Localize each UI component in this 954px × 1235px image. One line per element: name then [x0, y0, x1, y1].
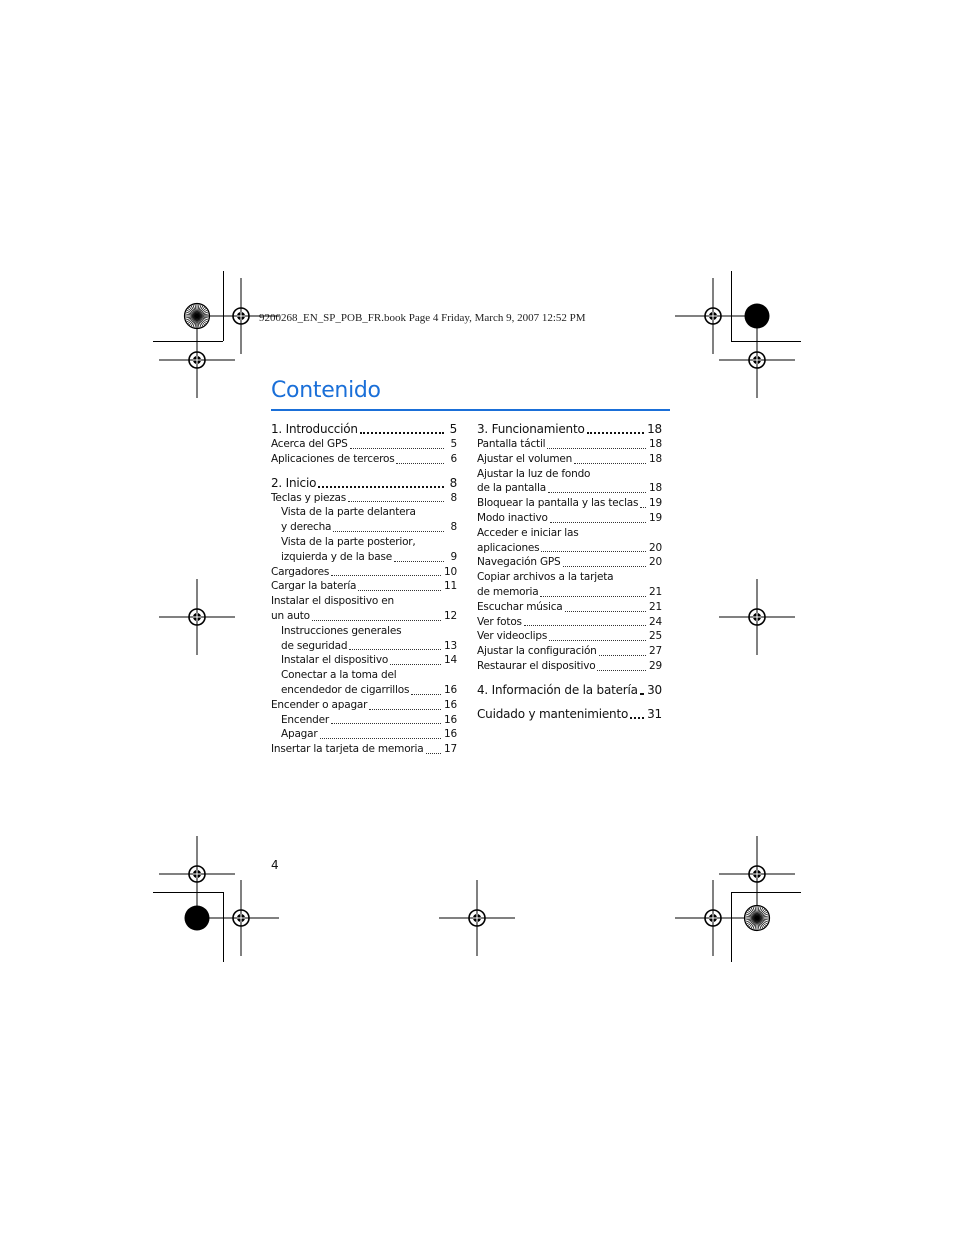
toc-entry-label: Acceder e iniciar las [477, 526, 579, 539]
toc-dot-leader [547, 447, 646, 449]
page-title: Contenido [271, 378, 381, 403]
toc-entry[interactable] [477, 644, 662, 659]
page-number: 4 [271, 858, 279, 872]
toc-entry[interactable] [271, 727, 457, 742]
toc-entry-label: Ajustar la luz de fondo [477, 467, 591, 480]
toc-dot-leader [426, 752, 442, 754]
toc-entry-label: y derecha [281, 521, 332, 534]
toc-dot-leader [640, 692, 644, 695]
toc-dot-leader [565, 610, 647, 612]
toc-entry[interactable] [271, 624, 457, 639]
toc-entry-page: 16 [444, 698, 457, 711]
toc-gap [271, 467, 457, 475]
toc-entry-page: 16 [444, 728, 457, 741]
toc-entry[interactable] [271, 594, 457, 609]
registration-crosshair-icon [439, 880, 515, 956]
toc-entry-label: 2. Inicio [271, 475, 317, 490]
toc-entry-label: Encender o apagar [271, 698, 368, 711]
toc-entry-label: Navegación GPS [477, 556, 561, 569]
toc-entry[interactable] [477, 570, 662, 585]
toc-entry-page: 5 [449, 422, 457, 436]
toc-gap [477, 674, 662, 682]
toc-entry-page: 8 [450, 521, 457, 534]
toc-dot-leader [540, 595, 646, 597]
toc-entry-page: 13 [444, 639, 457, 652]
toc-dot-leader [349, 648, 441, 650]
toc-entry-page: 11 [444, 580, 457, 593]
toc-entry-label: Pantalla táctil [477, 438, 546, 450]
toc-entry-page: 20 [649, 556, 662, 569]
toc-entry-page: 27 [649, 645, 662, 658]
toc-entry[interactable] [477, 659, 662, 674]
toc-entry-label: Bloquear la pantalla y las teclas [477, 497, 639, 510]
toc-left-column [271, 421, 457, 757]
toc-entry-label: Apagar [281, 728, 318, 741]
print-header: 9200268_EN_SP_POB_FR.book Page 4 Friday, March 9, 2007 12:52 PM [259, 312, 586, 324]
toc-dot-leader [369, 708, 441, 710]
starburst-circle-icon [742, 903, 772, 933]
toc-entry[interactable] [477, 437, 662, 452]
toc-entry-label: Aplicaciones de terceros [271, 452, 395, 465]
toc-entry-page: 18 [649, 452, 662, 465]
toc-entry-page: 14 [444, 654, 457, 667]
toc-chapter-entry[interactable] [477, 682, 662, 698]
toc-dot-leader [548, 491, 646, 493]
toc-entry[interactable] [271, 565, 457, 580]
toc-entry[interactable] [477, 541, 662, 556]
toc-entry-page: 19 [649, 497, 662, 510]
toc-entry-label: Instrucciones generales [281, 624, 402, 637]
toc-entry-page: 10 [444, 565, 457, 578]
toc-entry[interactable] [271, 491, 457, 506]
toc-entry[interactable] [477, 629, 662, 644]
toc-entry-label: Vista de la parte posterior, [281, 535, 416, 548]
toc-chapter-entry[interactable] [271, 421, 457, 437]
toc-chapter-entry[interactable] [477, 421, 662, 437]
toc-right-column [477, 421, 662, 722]
toc-dot-leader [630, 716, 644, 719]
toc-entry-label: Ajustar el volumen [477, 452, 573, 465]
toc-entry-page: 18 [647, 422, 662, 436]
toc-dot-leader [350, 447, 444, 449]
toc-entry[interactable] [477, 600, 662, 615]
toc-entry-page: 12 [444, 609, 457, 622]
toc-entry-label: Restaurar el dispositivo [477, 659, 596, 672]
toc-entry-label: Acerca del GPS [271, 438, 348, 450]
title-rule [271, 409, 670, 411]
toc-entry-page: 5 [450, 438, 457, 450]
toc-dot-leader [599, 654, 646, 656]
toc-entry[interactable] [271, 550, 457, 565]
toc-entry[interactable] [477, 615, 662, 630]
toc-entry-page: 31 [647, 706, 662, 721]
toc-entry-page: 19 [649, 511, 662, 524]
toc-entry-label: de la pantalla [477, 482, 546, 495]
toc-entry-page: 16 [444, 683, 457, 696]
toc-entry[interactable] [271, 535, 457, 550]
toc-gap [477, 698, 662, 706]
toc-entry-label: aplicaciones [477, 541, 540, 554]
toc-dot-leader [587, 431, 645, 434]
toc-entry-page: 30 [647, 682, 662, 697]
toc-entry-page: 25 [649, 630, 662, 643]
toc-dot-leader [360, 431, 444, 434]
toc-entry-label: un auto [271, 609, 310, 622]
toc-entry-label: Copiar archivos a la tarjeta [477, 571, 614, 584]
toc-entry[interactable] [271, 668, 457, 683]
toc-dot-leader [312, 619, 441, 621]
toc-entry[interactable] [271, 683, 457, 698]
toc-entry[interactable] [271, 742, 457, 757]
toc-entry-label: Modo inactivo [477, 511, 548, 524]
toc-dot-leader [411, 693, 441, 695]
toc-dot-leader [390, 663, 441, 665]
toc-chapter-entry[interactable] [477, 706, 662, 722]
toc-dot-leader [396, 462, 444, 464]
toc-entry-label: Ver fotos [477, 615, 522, 628]
toc-dot-leader [574, 462, 646, 464]
toc-dot-leader [394, 560, 444, 562]
toc-entry[interactable] [477, 511, 662, 526]
toc-entry[interactable] [477, 555, 662, 570]
toc-entry-label: izquierda y de la base [281, 550, 393, 563]
toc-entry-page: 8 [450, 491, 457, 504]
toc-dot-leader [320, 737, 442, 739]
toc-entry-label: Encender [281, 713, 330, 726]
toc-entry-label: Vista de la parte delantera [281, 506, 416, 519]
toc-entry-label: Conectar a la toma del [281, 669, 397, 682]
toc-entry-page: 21 [649, 600, 662, 613]
toc-entry[interactable] [271, 437, 457, 452]
toc-entry-label: Ajustar la configuración [477, 645, 597, 658]
toc-entry-page: 20 [649, 541, 662, 554]
toc-entry-label: de seguridad [281, 639, 348, 652]
toc-dot-leader [331, 574, 441, 576]
toc-entry-page: 21 [649, 585, 662, 598]
toc-entry-label: encendedor de cigarrillos [281, 683, 410, 696]
toc-entry-page: 18 [649, 482, 662, 495]
toc-entry[interactable] [271, 639, 457, 654]
toc-dot-leader [640, 506, 646, 508]
toc-entry[interactable] [271, 713, 457, 728]
toc-entry-page: 24 [649, 615, 662, 628]
toc-dot-leader [333, 530, 444, 532]
toc-entry-label: 1. Introducción [271, 422, 358, 436]
toc-entry[interactable] [477, 496, 662, 511]
toc-entry[interactable] [477, 467, 662, 482]
toc-entry-label: Cuidado y mantenimiento [477, 706, 629, 721]
toc-entry[interactable] [477, 481, 662, 496]
toc-entry-label: Escuchar música [477, 600, 563, 613]
toc-entry-page: 29 [649, 659, 662, 672]
toc-dot-leader [358, 589, 441, 591]
toc-entry-page: 9 [450, 550, 457, 563]
toc-entry-label: 4. Información de la batería [477, 682, 638, 697]
registration-crosshair-icon [159, 579, 235, 655]
toc-entry[interactable] [271, 452, 457, 467]
toc-dot-leader [597, 669, 646, 671]
toc-dot-leader [524, 624, 646, 626]
toc-entry[interactable] [271, 505, 457, 520]
registration-crosshair-icon [203, 880, 279, 956]
toc-entry-label: 3. Funcionamiento [477, 422, 585, 436]
toc-dot-leader [563, 565, 647, 567]
toc-entry[interactable] [477, 526, 662, 541]
toc-entry-label: Insertar la tarjeta de memoria [271, 743, 424, 756]
toc-entry[interactable] [271, 579, 457, 594]
toc-entry-label: Teclas y piezas [271, 491, 347, 504]
toc-entry[interactable] [477, 452, 662, 467]
registration-crosshair-icon [719, 322, 795, 398]
toc-chapter-entry[interactable] [271, 475, 457, 491]
toc-entry[interactable] [271, 653, 457, 668]
toc-dot-leader [331, 722, 441, 724]
toc-entry-page: 6 [450, 452, 457, 465]
toc-entry-page: 17 [444, 743, 457, 756]
toc-entry[interactable] [271, 609, 457, 624]
toc-entry-label: Ver videoclips [477, 630, 548, 643]
registration-crosshair-icon [675, 880, 751, 956]
toc-dot-leader [550, 521, 646, 523]
toc-dot-leader [541, 550, 646, 552]
toc-entry-page: 16 [444, 713, 457, 726]
registration-crosshair-icon [159, 322, 235, 398]
toc-entry-label: Instalar el dispositivo [281, 654, 389, 667]
toc-entry[interactable] [271, 698, 457, 713]
toc-dot-leader [549, 639, 646, 641]
toc-dot-leader [348, 500, 444, 502]
toc-entry-label: de memoria [477, 585, 539, 598]
toc-entry-page: 18 [649, 438, 662, 450]
toc-entry-page: 8 [449, 475, 457, 490]
toc-dot-leader [318, 485, 444, 488]
toc-entry-label: Instalar el dispositivo en [271, 595, 394, 608]
toc-entry-label: Cargar la batería [271, 580, 357, 593]
registration-crosshair-icon [719, 579, 795, 655]
toc-entry[interactable] [477, 585, 662, 600]
toc-entry-label: Cargadores [271, 565, 330, 578]
toc-entry[interactable] [271, 520, 457, 535]
